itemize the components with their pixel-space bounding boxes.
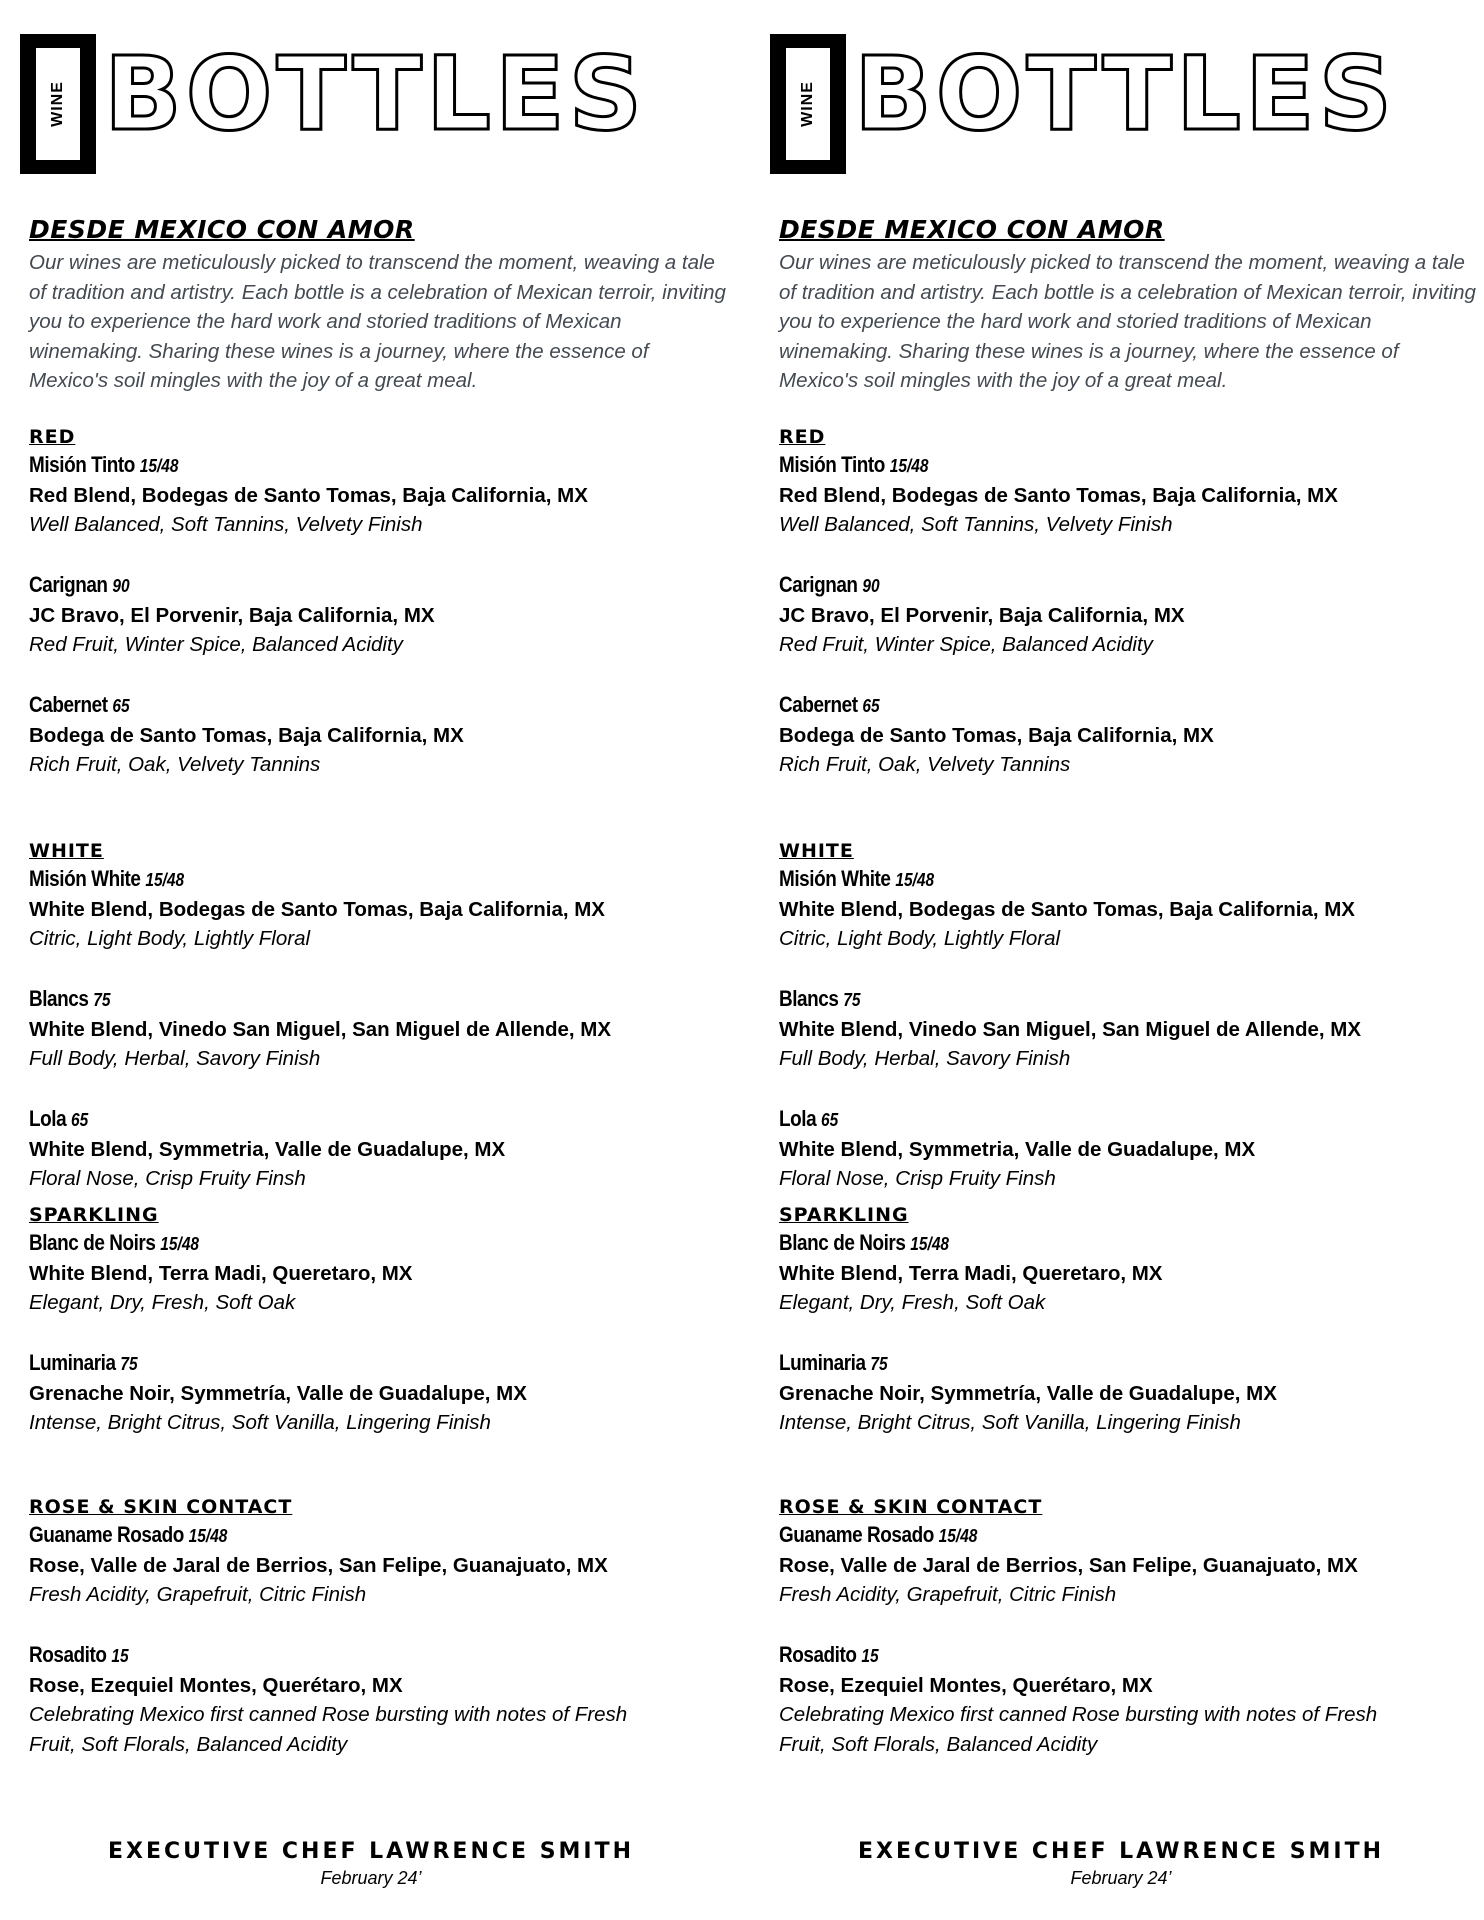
menu-content — [29, 212, 729, 1789]
wine-item — [29, 1348, 729, 1438]
wine-name: Cabernet — [29, 691, 108, 717]
section-label: SPARKLING — [29, 1203, 159, 1226]
menu-content — [779, 212, 1479, 1789]
wine-origin: White Blend, Vinedo San Miguel, San Miguel de Allende, MX — [779, 1017, 1362, 1041]
wine-item — [29, 690, 729, 780]
wine-origin: Grenache Noir, Symmetría, Valle de Guadalupe, MX — [779, 1381, 1277, 1405]
wine-item — [29, 864, 729, 954]
wine-price: 65 — [71, 1109, 89, 1130]
section-red — [29, 424, 729, 780]
section-rose — [29, 1494, 729, 1760]
wine-name: Guaname Rosado — [29, 1521, 184, 1547]
wine-notes: Floral Nose, Crisp Fruity Finsh — [29, 1167, 306, 1190]
wine-price: 65 — [862, 695, 880, 716]
wine-name: Guaname Rosado — [779, 1521, 934, 1547]
wine-notes: Well Balanced, Soft Tannins, Velvety Finish — [779, 513, 1173, 536]
wine-name: Luminaria — [779, 1349, 866, 1375]
wine-price: 75 — [870, 1353, 888, 1374]
wine-notes: Citric, Light Body, Lightly Floral — [779, 927, 1061, 950]
wine-notes: Elegant, Dry, Fresh, Soft Oak — [779, 1291, 1046, 1314]
wine-name: Luminaria — [29, 1349, 116, 1375]
wine-item — [29, 1228, 729, 1318]
wine-price: 65 — [821, 1109, 839, 1130]
section-label: ROSE & SKIN CONTACT — [29, 1495, 293, 1518]
page-title: DESDE MEXICO CON AMOR — [29, 215, 415, 244]
wine-item — [29, 1104, 729, 1194]
wine-origin: Rose, Valle de Jaral de Berrios, San Felipe, Guanajuato, MX — [779, 1553, 1358, 1577]
section-label: ROSE & SKIN CONTACT — [779, 1495, 1043, 1518]
wine-notes: Elegant, Dry, Fresh, Soft Oak — [29, 1291, 296, 1314]
wine-item — [779, 1104, 1479, 1194]
wine-notes: Red Fruit, Winter Spice, Balanced Acidity — [29, 633, 403, 656]
wine-name: Carignan — [29, 571, 108, 597]
wine-notes: Rich Fruit, Oak, Velvety Tannins — [29, 753, 321, 776]
wine-logo-box — [770, 34, 846, 174]
wine-name: Misión White — [779, 865, 891, 891]
wine-item — [779, 1520, 1479, 1610]
section-sparkling — [779, 1202, 1479, 1438]
wine-origin: Rose, Valle de Jaral de Berrios, San Felipe, Guanajuato, MX — [29, 1553, 608, 1577]
wine-price: 15 — [861, 1645, 879, 1666]
wine-name: Misión Tinto — [779, 451, 885, 477]
wine-origin: White Blend, Vinedo San Miguel, San Miguel de Allende, MX — [29, 1017, 612, 1041]
wine-notes: Intense, Bright Citrus, Soft Vanilla, Lingering Finish — [779, 1411, 1241, 1434]
section-white — [779, 838, 1479, 1194]
section-white — [29, 838, 729, 1194]
section-label: WHITE — [29, 839, 104, 862]
wine-origin: JC Bravo, El Porvenir, Baja California, MX — [779, 603, 1185, 627]
menu-date: February 24’ — [320, 1868, 422, 1888]
wine-origin: White Blend, Symmetria, Valle de Guadalupe, MX — [29, 1137, 506, 1161]
wine-notes: Intense, Bright Citrus, Soft Vanilla, Lingering Finish — [29, 1411, 491, 1434]
wine-origin: Rose, Ezequiel Montes, Querétaro, MX — [29, 1673, 403, 1697]
menu-footer — [750, 1838, 1484, 1890]
wine-notes: Full Body, Herbal, Savory Finish — [29, 1047, 321, 1070]
wine-item — [779, 450, 1479, 540]
menu-footer — [0, 1838, 742, 1890]
wine-notes: Floral Nose, Crisp Fruity Finsh — [779, 1167, 1056, 1190]
wine-name: Carignan — [779, 571, 858, 597]
wine-origin: Rose, Ezequiel Montes, Querétaro, MX — [779, 1673, 1153, 1697]
wine-notes: Celebrating Mexico first canned Rose bursting with notes of Fresh Fruit, Soft Florals, Balanced Acidity — [779, 1703, 1378, 1756]
wine-item — [29, 570, 729, 660]
wine-name: Blanc de Noirs — [29, 1229, 156, 1255]
executive-chef: EXECUTIVE CHEF LAWRENCE SMITH — [857, 1839, 1385, 1864]
wine-name: Lola — [779, 1105, 817, 1131]
executive-chef: EXECUTIVE CHEF LAWRENCE SMITH — [107, 1839, 635, 1864]
wine-name: Rosadito — [779, 1641, 857, 1667]
wine-origin: White Blend, Bodegas de Santo Tomas, Baja California, MX — [779, 897, 1355, 921]
brand-title: BOTTLES — [854, 35, 1397, 154]
wine-price: 15/48 — [188, 1525, 228, 1546]
wine-price: 15/48 — [889, 455, 929, 476]
intro-text: Our wines are meticulously picked to transcend the moment, weaving a tale of tradition and artistry. Each bottle is a celebration of Mexican terroir, inviting you to experience the hard work and storied traditions of Mexican winemaking. Sharing these wines is a journey, where the essence of Mexico's soil mingles with the joy of a great meal. — [29, 251, 726, 392]
wine-origin: White Blend, Terra Madi, Queretaro, MX — [29, 1261, 413, 1285]
wine-item — [29, 450, 729, 540]
section-label: WHITE — [779, 839, 854, 862]
wine-origin: White Blend, Bodegas de Santo Tomas, Baja California, MX — [29, 897, 605, 921]
wine-price: 65 — [112, 695, 130, 716]
wine-name: Cabernet — [779, 691, 858, 717]
wine-notes: Red Fruit, Winter Spice, Balanced Acidity — [779, 633, 1153, 656]
wine-item — [779, 984, 1479, 1074]
logo-label: WINE — [799, 81, 816, 127]
wine-origin: Bodega de Santo Tomas, Baja California, MX — [29, 723, 464, 747]
wine-price: 75 — [120, 1353, 138, 1374]
wine-price: 15/48 — [145, 869, 185, 890]
page-title: DESDE MEXICO CON AMOR — [779, 215, 1165, 244]
wine-item — [779, 690, 1479, 780]
wine-origin: Red Blend, Bodegas de Santo Tomas, Baja California, MX — [29, 483, 588, 507]
wine-name: Misión Tinto — [29, 451, 135, 477]
wine-price: 15/48 — [895, 869, 935, 890]
wine-name: Lola — [29, 1105, 67, 1131]
brand-title: BOTTLES — [104, 35, 647, 154]
wine-notes: Rich Fruit, Oak, Velvety Tannins — [779, 753, 1071, 776]
wine-origin: Red Blend, Bodegas de Santo Tomas, Baja California, MX — [779, 483, 1338, 507]
wine-origin: Grenache Noir, Symmetría, Valle de Guadalupe, MX — [29, 1381, 527, 1405]
wine-origin: Bodega de Santo Tomas, Baja California, MX — [779, 723, 1214, 747]
wine-notes: Well Balanced, Soft Tannins, Velvety Finish — [29, 513, 423, 536]
wine-notes: Fresh Acidity, Grapefruit, Citric Finish — [29, 1583, 367, 1606]
wine-menu-right — [750, 0, 1484, 1920]
menu-date: February 24’ — [1070, 1868, 1172, 1888]
wine-item — [779, 1640, 1479, 1760]
wine-price: 15/48 — [139, 455, 179, 476]
wine-item — [29, 1640, 729, 1760]
section-label: SPARKLING — [779, 1203, 909, 1226]
wine-price: 15 — [111, 1645, 129, 1666]
wine-origin: JC Bravo, El Porvenir, Baja California, MX — [29, 603, 435, 627]
wine-price: 90 — [862, 575, 880, 596]
wine-price: 15/48 — [910, 1233, 950, 1254]
section-red — [779, 424, 1479, 780]
wine-name: Misión White — [29, 865, 141, 891]
wine-name: Rosadito — [29, 1641, 107, 1667]
wine-notes: Full Body, Herbal, Savory Finish — [779, 1047, 1071, 1070]
wine-origin: White Blend, Terra Madi, Queretaro, MX — [779, 1261, 1163, 1285]
wine-notes: Celebrating Mexico first canned Rose bursting with notes of Fresh Fruit, Soft Florals, Balanced Acidity — [29, 1703, 628, 1756]
section-label: RED — [779, 425, 826, 448]
wine-name: Blancs — [779, 985, 839, 1011]
wine-price: 75 — [843, 989, 861, 1010]
wine-price: 15/48 — [938, 1525, 978, 1546]
wine-price: 75 — [93, 989, 111, 1010]
logo-label: WINE — [49, 81, 66, 127]
wine-price: 15/48 — [160, 1233, 200, 1254]
section-rose — [779, 1494, 1479, 1760]
wine-name: Blancs — [29, 985, 89, 1011]
intro-text: Our wines are meticulously picked to transcend the moment, weaving a tale of tradition and artistry. Each bottle is a celebration of Mexican terroir, inviting you to experience the hard work and storied traditions of Mexican winemaking. Sharing these wines is a journey, where the essence of Mexico's soil mingles with the joy of a great meal. — [779, 251, 1476, 392]
section-sparkling — [29, 1202, 729, 1438]
wine-logo-box — [20, 34, 96, 174]
wine-item — [779, 570, 1479, 660]
section-label: RED — [29, 425, 76, 448]
wine-item — [779, 1348, 1479, 1438]
wine-item — [29, 984, 729, 1074]
wine-item — [29, 1520, 729, 1610]
wine-name: Blanc de Noirs — [779, 1229, 906, 1255]
wine-notes: Citric, Light Body, Lightly Floral — [29, 927, 311, 950]
wine-item — [779, 864, 1479, 954]
wine-item — [779, 1228, 1479, 1318]
wine-origin: White Blend, Symmetria, Valle de Guadalupe, MX — [779, 1137, 1256, 1161]
wine-price: 90 — [112, 575, 130, 596]
wine-notes: Fresh Acidity, Grapefruit, Citric Finish — [779, 1583, 1117, 1606]
